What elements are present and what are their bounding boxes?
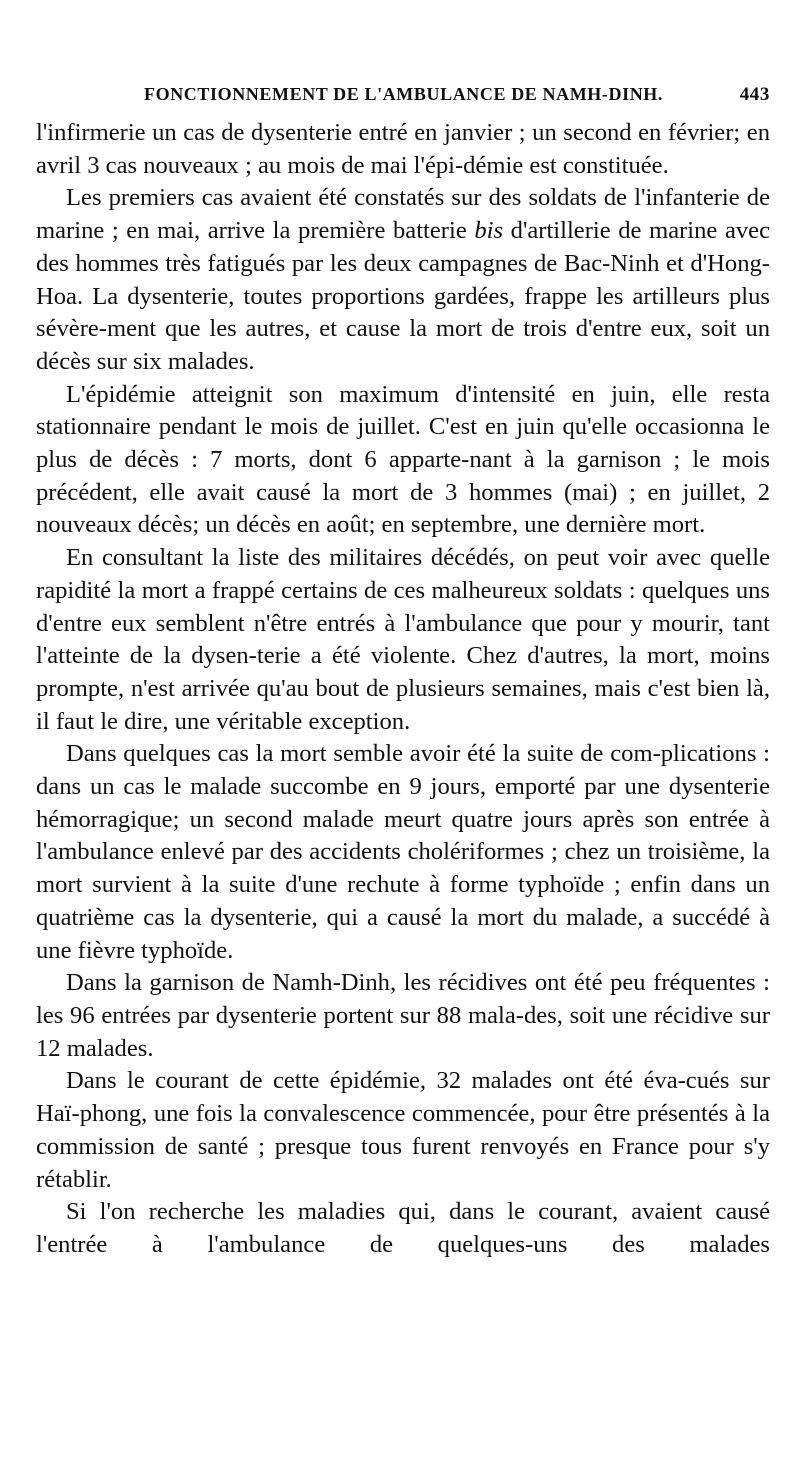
paragraph-5: Dans quelques cas la mort semble avoir été la suite de com-plications : dans un cas le malade succombe en 9 jours, emporté par une dysenterie hémorragique; un second malade meurt quatre jours après son entrée à l'ambulance enlevé par des accidents cholériformes ; chez un troisième, la mort survient à la suite d'une rechute à forme typhoïde ; enfin dans un quatrième cas la dysenterie, qui a causé la mort du malade, a succédé à une fièvre typhoïde.	[36, 740, 770, 964]
running-header	[36, 84, 770, 114]
paragraph-4: En consultant la liste des militaires décédés, on peut voir avec quelle rapidité la mort a frappé certains de ces malheureux soldats : quelques uns d'entre eux semblent n'être entrés à l'ambulance que pour y mourir, tant l'atteinte de la dysen-terie a été violente. Chez d'autres, la mort, moins prompte, n'est arrivée qu'au bout de plusieurs semaines, mais c'est bien là, il faut le dire, une véritable exception.	[36, 544, 770, 735]
paragraph-7: Dans le courant de cette épidémie, 32 malades ont été éva-cués sur Haï-phong, une fois la convalescence commencée, pour être présentés à la commission de santé ; presque tous furent renvoyés en France pour s'y rétablir.	[36, 1067, 770, 1193]
paragraph-1: l'infirmerie un cas de dysenterie entré en janvier ; un second en février; en avril 3 cas nouveaux ; au mois de mai l'épi-démie est constituée.	[36, 119, 770, 179]
italic-bis: bis	[474, 217, 504, 245]
body-text	[36, 117, 770, 1262]
paragraph-2-text-end: d'artillerie de marine avec des hommes très fatigués par les deux campagnes de Bac-Ninh et d'Hong-Hoa. La dysenterie, toutes proportions gardées, frappe les artilleurs plus sévère-ment que les autres, et cause la mort de trois d'entre eux, soit un décès sur six malades.	[36, 217, 770, 375]
running-title: FONCTIONNEMENT DE L'AMBULANCE DE NAMH-DINH.	[144, 84, 663, 104]
paragraph-6: Dans la garnison de Namh-Dinh, les récidives ont été peu fréquentes : les 96 entrées par dysenterie portent sur 88 mala-des, soit une récidive sur 12 malades.	[36, 969, 770, 1062]
page-number: 443	[739, 84, 770, 105]
paragraph-2-text-start: Les premiers cas avaient été constatés sur des soldats de l'infanterie de marine ; en mai, arrive la première batterie	[36, 184, 770, 245]
paragraph-8: Si l'on recherche les maladies qui, dans le courant, avaient causé l'entrée à l'ambulance de quelques-uns des malades	[36, 1198, 770, 1258]
book-page	[36, 84, 770, 1262]
paragraph-2	[36, 182, 770, 378]
paragraph-3: L'épidémie atteignit son maximum d'intensité en juin, elle resta stationnaire pendant le mois de juillet. C'est en juin qu'elle occasionna le plus de décès : 7 morts, dont 6 apparte-nant à la garnison ; le mois précédent, elle avait causé la mort de 3 hommes (mai) ; en juillet, 2 nouveaux décès; un décès en août; en septembre, une dernière mort.	[36, 380, 770, 539]
